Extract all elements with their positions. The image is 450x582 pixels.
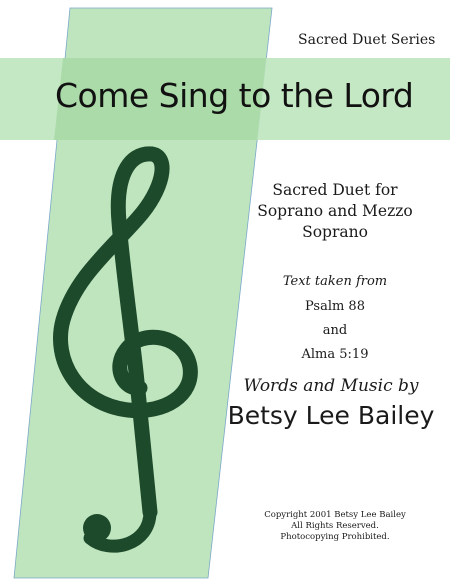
page-title: Come Sing to the Lord [55, 76, 414, 115]
text-source-psalm: Psalm 88 [305, 299, 365, 314]
copyright-notice [250, 510, 420, 543]
series-name: Sacred Duet Series [298, 32, 436, 48]
subtitle-line: Sacred Duet for [272, 181, 398, 199]
credit-label: Words and Music by [243, 376, 419, 396]
composer-name: Betsy Lee Bailey [227, 401, 435, 430]
copyright-line: All Rights Reserved. [291, 521, 379, 531]
text-source-alma: Alma 5:19 [301, 347, 369, 362]
copyright-line: Copyright 2001 Betsy Lee Bailey [264, 510, 406, 520]
subtitle-line: Soprano and Mezzo [257, 202, 413, 220]
text-taken-label: Text taken from [282, 274, 388, 289]
subtitle-line: Soprano [302, 223, 368, 241]
subtitle [240, 180, 430, 243]
copyright-line: Photocopying Prohibited. [280, 532, 390, 542]
text-source-and: and [322, 323, 348, 338]
